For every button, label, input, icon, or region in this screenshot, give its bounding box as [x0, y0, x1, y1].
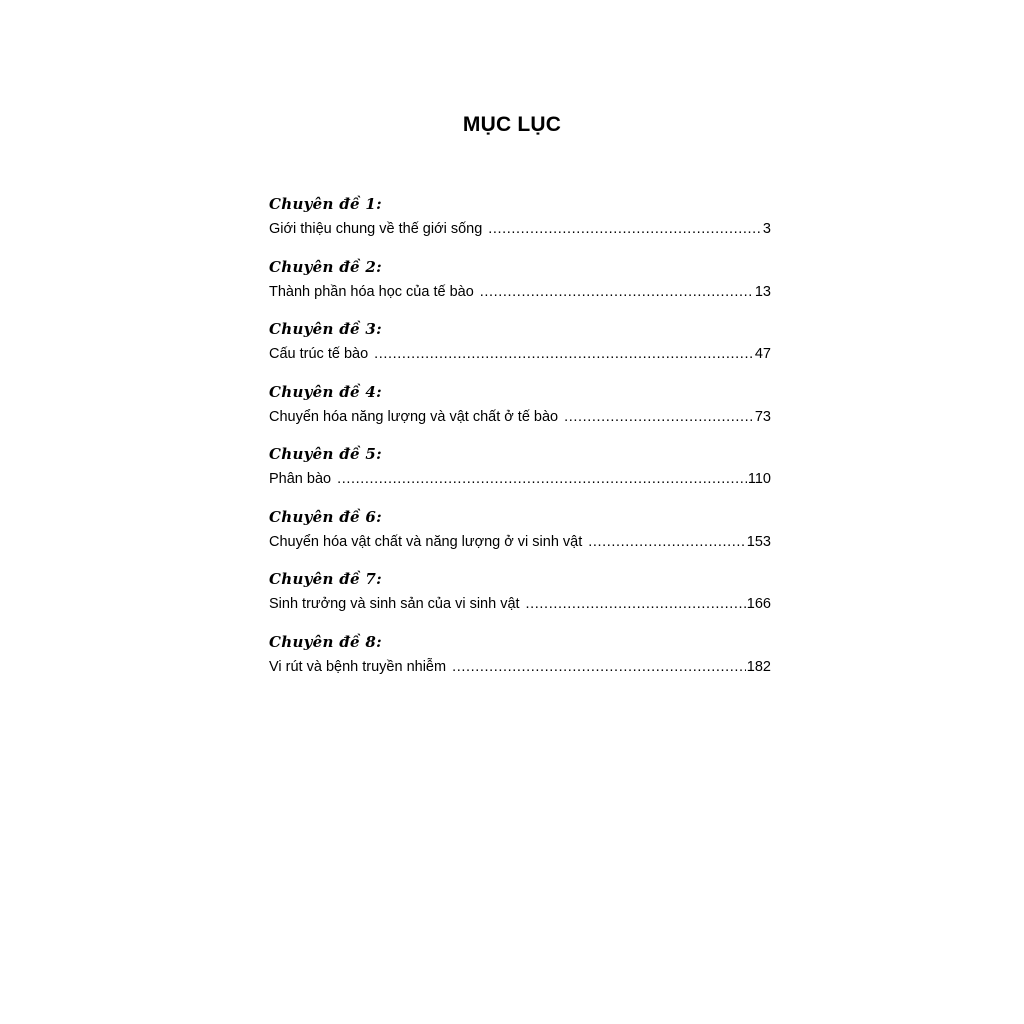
toc-entry-1	[269, 193, 771, 256]
chapter-label: Chuyên đề 3:	[269, 320, 382, 338]
page-number: 13	[754, 283, 771, 300]
toc-entry-4	[269, 381, 771, 444]
toc-line	[269, 528, 771, 556]
entry-title: Giới thiệu chung về thế giới sống	[269, 221, 483, 237]
toc-entry-8	[269, 631, 771, 694]
toc-line	[269, 340, 771, 368]
dot-leader	[337, 465, 747, 493]
entry-title: Sinh trưởng và sinh sản của vi sinh vật	[269, 596, 520, 612]
page-number: 153	[746, 533, 771, 550]
toc-line	[269, 590, 771, 618]
toc-line	[269, 465, 771, 493]
toc-line	[269, 403, 771, 431]
dot-leader	[564, 403, 754, 431]
toc-entry-2	[269, 256, 771, 319]
table-of-contents	[269, 193, 771, 693]
entry-title: Chuyển hóa vật chất và năng lượng ở vi sinh vật	[269, 533, 583, 550]
page-title: MỤC LỤC	[462, 113, 562, 136]
chapter-label: Chuyên đề 2:	[269, 257, 382, 276]
entry-title: Chuyển hóa năng lượng và vật chất ở tế bào	[269, 408, 559, 425]
toc-entry-7	[269, 568, 771, 631]
chapter-label: Chuyên đề 5:	[269, 445, 382, 463]
chapter-label: Chuyên đề 8:	[269, 632, 382, 651]
entry-title: Thành phần hóa học của tế bào	[269, 283, 474, 300]
chapter-label: Chuyên đề 4:	[269, 382, 382, 401]
dot-leader	[588, 528, 746, 556]
entry-title: Vi rút và bệnh truyền nhiễm	[269, 658, 447, 675]
dot-leader	[452, 653, 746, 681]
toc-entry-5	[269, 443, 771, 506]
toc-line	[269, 215, 771, 243]
toc-line	[269, 653, 771, 681]
chapter-label: Chuyên đề 1:	[269, 195, 382, 213]
entry-title: Phân bào	[269, 471, 332, 487]
toc-line	[269, 278, 771, 306]
dot-leader	[526, 590, 746, 618]
entry-title: Cấu trúc tế bào	[269, 346, 369, 362]
page-number: 182	[746, 658, 771, 675]
chapter-label: Chuyên đề 7:	[269, 570, 382, 588]
page-number: 73	[754, 408, 771, 425]
chapter-label: Chuyên đề 6:	[269, 507, 382, 526]
toc-entry-3	[269, 318, 771, 381]
dot-leader	[488, 215, 762, 243]
page-number: 47	[754, 346, 771, 362]
toc-entry-6	[269, 506, 771, 569]
page-number: 3	[762, 221, 771, 237]
dot-leader	[480, 278, 754, 306]
page-number: 110	[747, 471, 771, 487]
page-number: 166	[746, 596, 771, 612]
dot-leader	[374, 340, 754, 368]
